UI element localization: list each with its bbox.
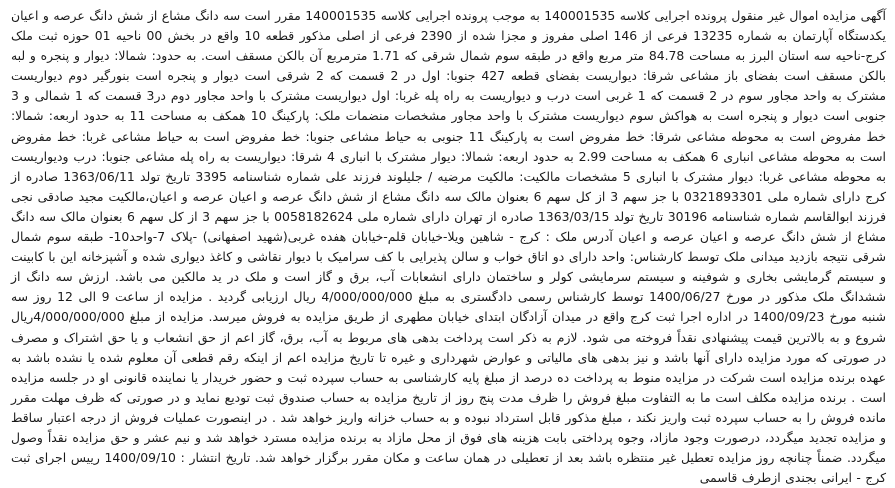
auction-notice-text: آگهی مزایده اموال غیر منقول پرونده اجرایی کلاسه 140001535 به موجب پرونده اجرایی کلاسه 140001535 مقرر است سه دانگ مشاع از شش دانگ عرصه و اعیان یکدستگاه آپارتمان به شماره 13235 فرعی از 146 اصلی مفروز و مجزا شده از 2390 فرعی از اصلی مذکور قطعه 10 واقع در بخش 00 ناحیه 01 حوزه ثبت ملک کرج-ناحیه سه استان البرز به مساحت 84.78 متر مربع واقع در طبقه سوم شمال شرقی که 1.71 مترمربع آن بالکن مسقف است. به حدود: شمالا: دیوار و پنجره و لبه بالکن مسقف است بفضای باز مشاعی شرقا: دیواریست بفضای قطعه 427 جنوبا: اول در 2 قسمت که 2 شرقی است دیوار و پنجره است بنورگیر دوم دیواریست مشترک به واحد مجاور سوم در 2 قسمت که 1 غربی است درب و دیواریست به راه پله غربا: اول دیواریست مشترک با واحد مجاور دوم در3 قسمت که 1 شمالی و 3 جنوبی است دیوار و پنجره است به هواکش سوم دیواریست مشترک با واحد مجاور مشخصات منضمات ملک: پارکینگ 10 همکف به مساحت 11 به حدود اربعه: شمالا: خط مفروض است به محوطه مشاعی شرقا: خط مفروض است به پارکینگ 11 جنوبی به حیاط مشاعی جنوبا: خط مفروض است به حیاط مشاعی غربا: خط مفروض است به محوطه مشاعی انباری 6 همکف به مساحت 2.99 به حدود اربعه: شمالا: دیوار مشترک با انباری 4 شرقا: دیواریست به راه پله مشاعی جنوبا: درب ودیواریست به محوطه مشاعی غربا: دیوار مشترک با انباری 5 مشخصات مالکیت: مالکیت مرضیه / جلیلوند فرزند علی شماره شناسنامه 3395 تاریخ تولد 1363/06/11 صادره از کرج دارای شماره ملی 0321893301 با جز سهم 3 از کل سهم 6 بعنوان مالک سه دانگ مشاع از شش دانگ عرصه و اعیان عرصه و اعیان،مالکیت مجید صادقی نجی فرزند ابوالقاسم شماره شناسنامه 30196 تاریخ تولد 1363/03/15 صادره از تهران دارای شماره ملی 0058182624 با جز سهم 3 از کل سهم 6 بعنوان مالک سه دانگ مشاع از شش دانگ عرصه و اعیان عرصه و اعیان آدرس ملک : کرج - شاهین ویلا-خیابان قلم-خیابان هفده غربی(شهید اصفهانی) -پلاک 7-واحد10- طبقه سوم شمال شرقی نتیجه بازدید میدانی ملک توسط کارشناس: واحد دارای دو اتاق خواب و سالن پذیرایی با کف سرامیک با دیوار نقاشی و کاغذ دیواری شده و آشپزخانه این با کابینت و سیستم گرمایشی بخاری و شوفینه و سیستم سرمایشی کولر و ساختمان دارای انشعابات آب، برق و گاز است و ملک در ید مالکین می باشد. ارزش سه دانگ از ششدانگ ملک مذکور در مورخ 1400/06/27 توسط کارشناس رسمی دادگستری به مبلغ 4/000/000/000 ریال ارزیابی گردید . مزایده از ساعت 9 الی 12 روز سه شنبه مورخ 1400/09/23 در اداره اجرا ثبت کرج واقع در میدان آزادگان ابتدای خیابان مطهری از طریق مزایده به فروش میرسد. مزایده از مبلغ 4/000/000/000ریال شروع و به بالاترین قیمت پیشنهادی نقداً فروخته می شود. لازم به ذکر است پرداخت بدهی های مربوط به آب، برق، گاز اعم از حق انشعاب و یا حق اشتراک و مصرف در صورتی که مورد مزایده دارای آنها باشد و نیز بدهی های مالیاتی و عوارض شهرداری و غیره تا تاریخ مزایده اعم از اینکه رقم قطعی آن معلوم شده یا نشده باشد به عهده برنده مزایده است شرکت در مزایده منوط به پرداخت ده درصد از مبلغ پایه کارشناسی به حساب سپرده ثبت و حضور خریدار یا نماینده قانونی او در جلسه مزایده است . برنده مزایده مکلف است ما به التفاوت مبلغ فروش را ظرف مدت پنج روز از تاریخ مزایده به حساب صندوق ثبت تودیع نماید و در صورتی که ظرف مهلت مقرر مانده فروش را به حساب سپرده ثبت واریز نکند ، مبلغ مذکور قابل استرداد نبوده و به حساب خزانه واریز خواهد شد . در اینصورت عملیات فروش از درجه اعتبار ساقط و مزایده تجدید میگردد، درصورت وجود مازاد، وجوه پرداختی بابت هزینه های فوق از محل مازاد به برنده مزایده مسترد خواهد شد و نیم عشر و حق مزایده نقداً وصول میگردد. ضمناً چنانچه روز مزایده تعطیل غیر منتظره باشد بعد از تعطیلی در همان ساعت و مکان مقرر برگزار خواهد شد. تاریخ انتشار : 1400/09/10 رییس اجرای ثبت کرج - ایرانی بجندی ازطرف قاسمی xyxy=(11,8,887,486)
